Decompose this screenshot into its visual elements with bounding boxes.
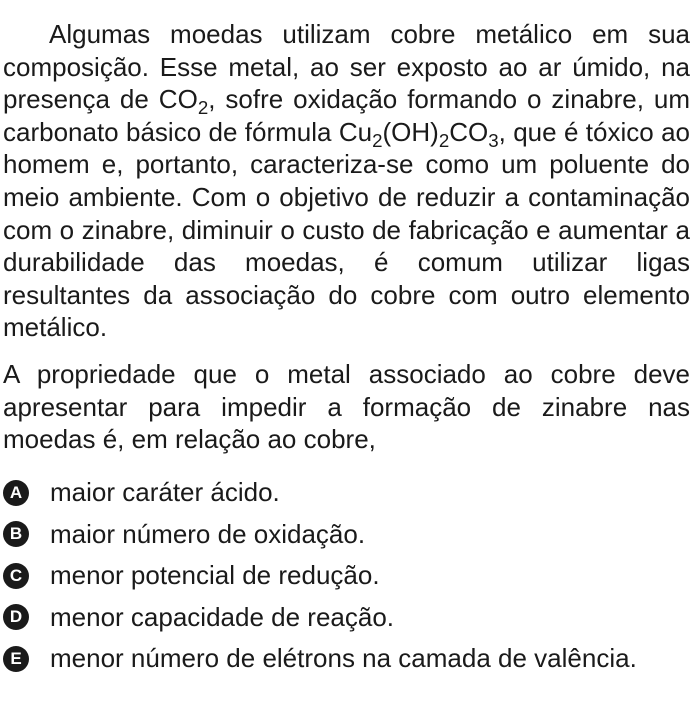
alternative-d[interactable]: [3, 597, 690, 639]
alternative-a[interactable]: [3, 472, 690, 514]
alternative-e-text: menor número de elétrons na camada de valência.: [50, 643, 637, 674]
letter-d-badge-icon: D: [3, 604, 29, 630]
alternative-c[interactable]: [3, 555, 690, 597]
context-text-2: , sofre oxidação formando o zinabre, um carbonato básico de fórmula Cu: [3, 84, 691, 147]
letter-e-badge-icon: E: [3, 646, 29, 672]
letter-c-badge-icon: C: [3, 563, 29, 589]
alternative-a-text: maior caráter ácido.: [50, 477, 280, 508]
letter-a-badge-icon: A: [3, 480, 29, 506]
alternative-d-text: menor capacidade de reação.: [50, 601, 395, 632]
alternative-c-text: menor potencial de redução.: [50, 560, 380, 591]
oh-subscript: 2: [438, 129, 450, 151]
alternative-e[interactable]: [3, 638, 690, 680]
context-text-5: , que é tóxico ao homem e, portanto, caracteriza-se como um poluente do meio ambiente. Com o objetivo de reduzir a contaminação com o zinabre, diminuir o custo de fabricação e aumentar a durabilidade das moedas, é comum utilizar ligas resultantes da associação do cobre com outro elemento metálico.: [3, 116, 690, 343]
alternative-b[interactable]: [3, 513, 690, 555]
alternative-b-text: maior número de oxidação.: [50, 518, 366, 549]
context-text-4: CO: [449, 116, 489, 147]
question-paragraph-context: [3, 18, 690, 344]
context-text-3: (OH): [382, 116, 439, 147]
co2-subscript: 2: [197, 97, 209, 119]
cu-subscript: 2: [372, 129, 383, 151]
context-text-1: Algumas moedas utilizam cobre metálico em sua composição. Esse metal, ao ser exposto ao ar úmido, na presença de CO: [3, 19, 690, 115]
co3-subscript: 3: [488, 129, 499, 151]
question-prompt: A propriedade que o metal associado ao cobre deve apresentar para impedir a formação de zinabre nas moedas é, em relação ao cobre,: [3, 358, 690, 455]
letter-b-badge-icon: B: [3, 521, 29, 547]
alternatives-list: [3, 472, 690, 680]
